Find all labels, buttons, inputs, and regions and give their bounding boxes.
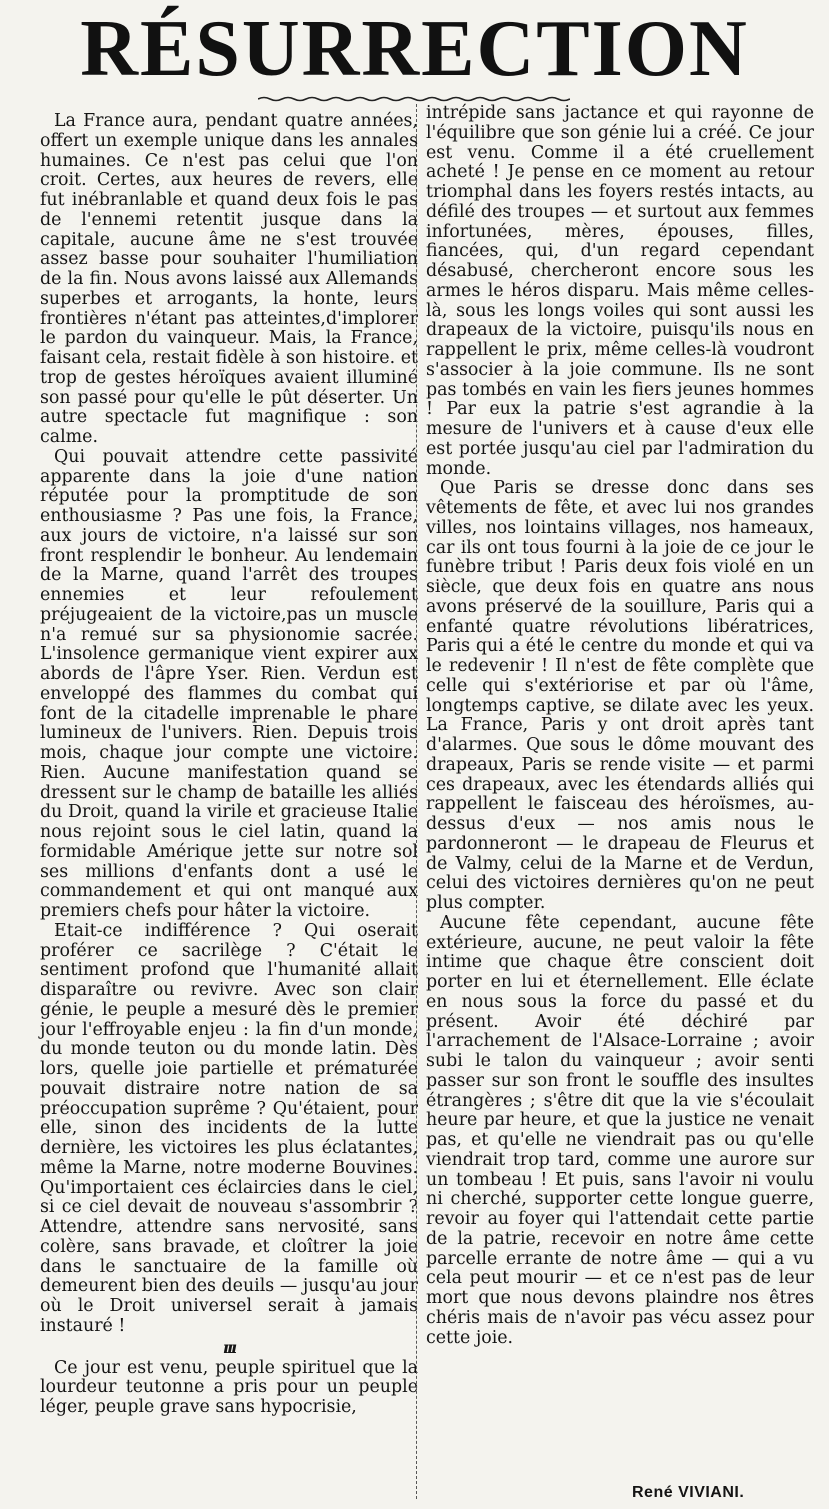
paragraph-continuation: intrépide sans jactance et qui rayonne de l'équilibre que son génie lui a créé. Ce jour est venu. Comme il a été cruellement acheté ! Je pense en ce moment au retour triomphal dans les foyers restés intacts, au défilé des troupes — et surtout aux femmes infortunées, mères, épouses, filles, fiancées, qui, d'un regard cependant désabusé, chercheront encore sous les armes le héros disparu. Mais même celles-là, sous les longs voiles qui sont aussi les drapeaux de la victoire, puisqu'ils nous en rappellent le prix, même celles-là voudront s'associer à la joie commune. Ils ne sont pas tombés en vain les fiers jeunes hommes ! Par eux la patrie s'est agrandie à la mesure de l'univers et à cause d'eux elle est portée jusqu'au ciel par l'admiration du monde. <box>426 103 814 479</box>
author-signature: René VIVIANI. <box>632 1484 745 1501</box>
article-column-left <box>40 112 418 1418</box>
article-column-right <box>426 104 814 1348</box>
paragraph: Ce jour est venu, peuple spirituel que la lourdeur teutonne a pris pour un peuple léger, peuple grave sans hypocrisie, <box>40 1357 418 1417</box>
paragraph: Etait-ce indifférence ? Qui oserait proférer ce sacrilège ? C'était le sentiment profond que l'humanité allait disparaître ou revivre. Avec son clair génie, le peuple a mesuré dès le premier jour l'effroyable enjeu : la fin d'un monde, du monde teuton ou du monde latin. Dès lors, quelle joie partielle et prématurée pouvait distraire notre nation de sa préoccupation suprême ? Qu'étaient, pour elle, sinon des incidents de la lutte dernière, les victoires les plus éclatantes, même la Marne, notre moderne Bouvines. Qu'importaient ces éclaircies dans le ciel, si ce ciel devait de nouveau s'assombrir ? Attendre, attendre sans nervosité, sans colère, sans bravade, et cloîtrer la joie dans le sanctuaire de la famille où demeurent bien des deuils — jusqu'au jour où le Droit universel serait à jamais instauré ! <box>40 920 418 1336</box>
paragraph: Aucune fête cependant, aucune fête extérieure, aucune, ne peut valoir la fête intime que chaque être conscient doit porter en lui et éternellement. Elle éclate en nous sous la force du passé et du présent. Avoir été déchiré par l'arrachement de l'Alsace-Lorraine ; avoir subi le talon du vainqueur ; avoir senti passer sur son front le souffle des insultes étrangères ; s'être dit que la vie s'écoulait heure par heure, et que la justice ne venait pas, et qu'elle ne viendrait pas ou qu'elle viendrait trop tard, comme une aurore sur un tombeau ! Et puis, sans l'avoir ni voulu ni cherché, supporter cette longue guerre, revoir au foyer qui l'attendait cette partie de la patrie, recevoir en notre âme cette parcelle errante de notre âme — qui a vu cela peut mourir — et ce n'est pas de leur mort que nous devons plaindre nos êtres chéris mais de n'avoir pas vécu assez pour cette joie. <box>426 912 814 1348</box>
paragraph: Qui pouvait attendre cette passivité apparente dans la joie d'une nation réputée pour la promptitude de son enthousiasme ? Pas une fois, la France, aux jours de victoire, n'a laissé sur son front resplendir le bonheur. Au lendemain de la Marne, quand l'arrêt des troupes ennemies et leur refoulement préjugeaient de la victoire,pas un muscle n'a remué sur sa physionomie sacrée. L'insolence germanique vient expirer aux abords de l'âpre Yser. Rien. Verdun est enveloppé des flammes du combat qui font de la citadelle imprenable le phare lumineux de l'univers. Rien. Depuis trois mois, chaque jour compte une victoire. Rien. Aucune manifestation quand se dressent sur le champ de bataille les alliés du Droit, quand la virile et gracieuse Italie nous rejoint sous le ciel latin, quand la formidable Amérique jette sur notre sol ses millions d'enfants dont a usé le commandement et qui ont manqué aux premiers chefs pour hâter la victoire. <box>40 446 418 921</box>
section-ornament: ııı <box>222 1337 236 1357</box>
article-title: RÉSURRECTION <box>80 5 749 93</box>
column-divider <box>416 104 418 1499</box>
paragraph: La France aura, pendant quatre années, offert un exemple unique dans les annales humaines. Ce n'est pas celui que l'on croit. Certes, aux heures de revers, elle fut inébranlable et quand deux fois le pas de l'ennemi retentit jusque dans la capitale, aucune âme ne s'est trouvée assez basse pour souhaiter l'humiliation de la fin. Nous avons laissé aux Allemands superbes et arrogants, la honte, leurs frontières n'étant pas atteintes,d'implorer le pardon du vainqueur. Mais, la France, faisant cela, restait fidèle à son histoire. et trop de gestes héroïques avaient illuminé son passé pour qu'elle le pût déserter. Un autre spectacle fut magnifique : son calme. <box>40 111 418 447</box>
title-underline-rule <box>258 96 570 102</box>
paragraph: Que Paris se dresse donc dans ses vêtements de fête, et avec lui nos grandes villes, nos lointains villages, nos hameaux, car ils ont tous fourni à la joie de ce jour le funèbre tribut ! Paris deux fois violé en un siècle, que deux fois en quatre ans nous avons préservé de la souillure, Paris qui a enfanté quatre révolutions libératrices, Paris qui a été le centre du monde et qui va le redevenir ! Il n'est de fête complète que celle qui s'extériorise et par où l'âme, longtemps captive, se dilate avec les yeux. La France, Paris y ont droit après tant d'alarmes. Que sous le dôme mouvant des drapeaux, Paris se rende visite — et parmi ces drapeaux, avec les étendards alliés qui rappellent le faisceau des héroïsmes, au-dessus d'eux — nos amis nous le pardonneront — le drapeau de Fleurus et de Valmy, celui de la Marne et de Verdun, celui des victoires dernières qu'on ne peut plus compter. <box>426 478 814 913</box>
